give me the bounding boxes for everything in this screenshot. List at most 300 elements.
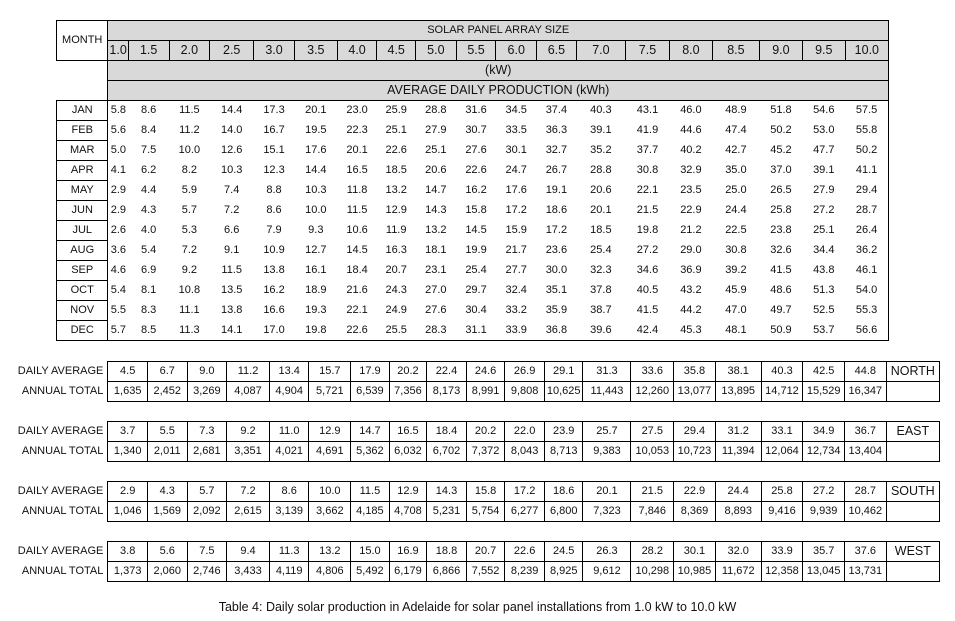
production-value: 26.5 bbox=[770, 184, 792, 196]
production-value: 25.1 bbox=[385, 124, 407, 136]
table-row bbox=[57, 121, 889, 141]
annual-total-value: 9,416 bbox=[761, 502, 803, 522]
production-value: 35.9 bbox=[545, 304, 568, 316]
daily-average-value: 37.6 bbox=[845, 542, 887, 562]
annual-total-value: 5,492 bbox=[351, 562, 390, 582]
production-value: 40.3 bbox=[590, 104, 612, 117]
daily-average-value: 28.7 bbox=[845, 482, 887, 502]
array-size-header: 10.0 bbox=[845, 41, 888, 61]
daily-average-label: DAILY AVERAGE bbox=[17, 485, 104, 497]
annual-total-label: ANNUAL TOTAL bbox=[21, 385, 104, 397]
month-label: OCT bbox=[57, 281, 108, 301]
daily-average-value: 24.5 bbox=[544, 542, 583, 562]
production-value: 45.2 bbox=[770, 144, 792, 156]
annual-total-value: 9,808 bbox=[505, 382, 545, 402]
production-value: 23.8 bbox=[770, 224, 792, 236]
production-value: 8.2 bbox=[181, 164, 198, 176]
production-value: 54.6 bbox=[813, 104, 835, 117]
array-size-header: 8.5 bbox=[712, 41, 759, 61]
table-row bbox=[57, 181, 889, 201]
production-value: 43.2 bbox=[680, 284, 702, 296]
production-value: 50.9 bbox=[759, 321, 802, 341]
daily-average-value: 7.3 bbox=[187, 422, 227, 442]
production-value: 47.7 bbox=[813, 144, 835, 156]
production-value: 5.7 bbox=[181, 204, 198, 216]
daily-average-row bbox=[12, 482, 940, 502]
daily-average-label: DAILY AVERAGE bbox=[17, 425, 104, 437]
production-value: 19.8 bbox=[636, 224, 659, 236]
daily-average-label: DAILY AVERAGE bbox=[17, 545, 104, 557]
production-value: 5.7 bbox=[108, 321, 128, 341]
production-value: 17.6 bbox=[505, 184, 527, 196]
annual-total-value: 7,552 bbox=[466, 562, 505, 582]
production-value: 10.3 bbox=[220, 164, 243, 176]
annual-total-label: ANNUAL TOTAL bbox=[21, 445, 104, 457]
production-value: 27.2 bbox=[813, 204, 835, 216]
production-value: 39.1 bbox=[590, 124, 612, 136]
daily-average-value: 29.1 bbox=[544, 362, 583, 382]
production-value: 18.5 bbox=[590, 224, 612, 236]
daily-average-value: 17.2 bbox=[505, 482, 545, 502]
daily-average-value: 25.8 bbox=[761, 482, 803, 502]
annual-total-value: 3,351 bbox=[227, 442, 270, 462]
production-value: 43.8 bbox=[813, 264, 835, 276]
production-value: 14.5 bbox=[346, 244, 368, 256]
annual-total-value: 11,394 bbox=[715, 442, 761, 462]
annual-total-value: 10,298 bbox=[631, 562, 674, 582]
annual-total-value: 16,347 bbox=[845, 382, 887, 402]
production-value: 27.9 bbox=[813, 184, 835, 196]
orientation-blank bbox=[886, 442, 939, 462]
production-value: 9.3 bbox=[308, 224, 324, 236]
production-value: 12.7 bbox=[305, 244, 327, 256]
annual-total-value: 3,662 bbox=[309, 502, 351, 522]
daily-average-value: 5.7 bbox=[187, 482, 227, 502]
production-value: 38.7 bbox=[590, 304, 612, 316]
annual-total-value: 8,043 bbox=[505, 442, 545, 462]
production-value: 12.6 bbox=[220, 144, 243, 156]
month-label: JUN bbox=[57, 201, 108, 221]
production-value: 9.1 bbox=[224, 244, 240, 256]
annual-total-value: 4,119 bbox=[269, 562, 309, 582]
production-value: 53.0 bbox=[813, 124, 835, 136]
daily-average-value: 3.8 bbox=[108, 542, 148, 562]
annual-total-value: 7,372 bbox=[466, 442, 505, 462]
production-value: 11.5 bbox=[221, 264, 242, 276]
production-value: 48.9 bbox=[725, 104, 747, 117]
daily-average-value: 13.4 bbox=[269, 362, 309, 382]
production-value: 27.0 bbox=[425, 284, 447, 296]
array-size-header: 5.0 bbox=[415, 41, 456, 61]
array-size-header: 4.5 bbox=[377, 41, 416, 61]
production-value: 16.2 bbox=[263, 284, 285, 296]
production-value: 35.1 bbox=[545, 284, 568, 296]
daily-average-value: 18.6 bbox=[544, 482, 583, 502]
production-value: 33.5 bbox=[505, 124, 527, 136]
annual-total-value: 5,721 bbox=[309, 382, 351, 402]
production-value: 7.5 bbox=[141, 144, 157, 156]
production-value: 14.4 bbox=[220, 104, 243, 117]
production-value: 11.5 bbox=[346, 204, 368, 216]
production-value: 23.1 bbox=[425, 264, 447, 276]
production-value: 18.1 bbox=[425, 244, 447, 256]
annual-total-value: 6,032 bbox=[389, 442, 427, 462]
production-value: 22.6 bbox=[465, 164, 487, 176]
production-value: 57.5 bbox=[845, 101, 888, 121]
annual-total-value: 8,369 bbox=[674, 502, 716, 522]
orientation-label: SOUTH bbox=[886, 482, 939, 502]
daily-average-value: 14.3 bbox=[427, 482, 467, 502]
production-value: 21.2 bbox=[680, 224, 702, 236]
production-value: 16.1 bbox=[305, 264, 327, 276]
annual-total-value: 8,893 bbox=[715, 502, 761, 522]
annual-total-value: 10,462 bbox=[845, 502, 887, 522]
production-value: 51.3 bbox=[813, 284, 835, 296]
production-value: 20.1 bbox=[305, 104, 327, 117]
annual-total-value: 2,011 bbox=[147, 442, 187, 462]
annual-total-value: 12,260 bbox=[631, 382, 674, 402]
production-value: 20.1 bbox=[590, 204, 612, 216]
daily-average-value: 15.0 bbox=[351, 542, 390, 562]
daily-average-value: 38.1 bbox=[715, 362, 761, 382]
orientation-blank bbox=[886, 502, 939, 522]
production-value: 11.9 bbox=[385, 224, 407, 236]
production-value: 23.6 bbox=[545, 244, 568, 256]
annual-total-value: 7,846 bbox=[631, 502, 674, 522]
production-value: 36.3 bbox=[545, 124, 568, 136]
month-label: APR bbox=[57, 161, 108, 181]
annual-total-value: 10,723 bbox=[674, 442, 716, 462]
table-row bbox=[57, 141, 889, 161]
production-value: 25.4 bbox=[465, 264, 487, 276]
production-value: 11.8 bbox=[346, 184, 368, 196]
production-value: 42.7 bbox=[725, 144, 747, 156]
daily-average-value: 31.3 bbox=[583, 362, 631, 382]
production-value: 16.2 bbox=[465, 184, 487, 196]
daily-average-value: 11.3 bbox=[269, 542, 309, 562]
production-value: 10.6 bbox=[346, 224, 368, 236]
production-value: 24.3 bbox=[385, 284, 407, 296]
array-size-header: 6.5 bbox=[537, 41, 577, 61]
daily-average-value: 15.7 bbox=[309, 362, 351, 382]
production-value: 6.9 bbox=[141, 264, 157, 276]
production-value: 9.2 bbox=[181, 264, 198, 276]
production-value: 17.6 bbox=[305, 144, 327, 156]
production-value: 49.7 bbox=[770, 304, 792, 316]
annual-total-value: 2,615 bbox=[227, 502, 270, 522]
daily-average-value: 23.9 bbox=[544, 422, 583, 442]
annual-total-value: 8,925 bbox=[544, 562, 583, 582]
daily-average-value: 17.9 bbox=[351, 362, 390, 382]
production-value: 40.2 bbox=[680, 144, 702, 156]
production-value: 22.9 bbox=[680, 204, 702, 216]
daily-average-value: 6.7 bbox=[147, 362, 187, 382]
annual-total-value: 5,362 bbox=[351, 442, 390, 462]
production-value: 34.4 bbox=[813, 244, 835, 256]
production-value: 4.1 bbox=[110, 164, 127, 176]
production-value: 14.3 bbox=[425, 204, 447, 216]
daily-average-row bbox=[12, 422, 940, 442]
production-value: 37.0 bbox=[770, 164, 792, 176]
production-value: 19.9 bbox=[465, 244, 487, 256]
production-value: 41.5 bbox=[636, 304, 659, 316]
array-size-header: 2.0 bbox=[169, 41, 210, 61]
annual-total-value: 1,046 bbox=[108, 502, 148, 522]
annual-total-value: 13,077 bbox=[674, 382, 716, 402]
production-value: 4.3 bbox=[141, 204, 157, 216]
production-value: 30.8 bbox=[725, 244, 747, 256]
production-value: 29.4 bbox=[845, 181, 888, 201]
annual-total-value: 7,356 bbox=[389, 382, 427, 402]
production-value: 36.2 bbox=[845, 241, 888, 261]
production-value: 10.9 bbox=[263, 244, 285, 256]
annual-total-value: 4,185 bbox=[351, 502, 390, 522]
production-value: 48.6 bbox=[770, 284, 792, 296]
annual-total-value: 8,991 bbox=[466, 382, 505, 402]
production-value: 4.4 bbox=[141, 184, 157, 196]
annual-total-value: 2,746 bbox=[187, 562, 227, 582]
north-summary-table bbox=[12, 361, 940, 402]
daily-average-value: 13.2 bbox=[309, 542, 351, 562]
daily-average-value: 4.5 bbox=[108, 362, 148, 382]
daily-average-value: 15.8 bbox=[466, 482, 505, 502]
production-value: 37.8 bbox=[590, 284, 612, 296]
production-value: 23.0 bbox=[346, 104, 368, 117]
daily-average-value: 5.6 bbox=[147, 542, 187, 562]
annual-total-value: 12,734 bbox=[803, 442, 845, 462]
daily-average-value: 33.6 bbox=[631, 362, 674, 382]
month-label: JUL bbox=[57, 221, 108, 241]
orientation-label: EAST bbox=[886, 422, 939, 442]
production-value: 21.6 bbox=[346, 284, 368, 296]
production-value: 45.9 bbox=[725, 284, 747, 296]
annual-total-value: 5,754 bbox=[466, 502, 505, 522]
production-value: 32.7 bbox=[545, 144, 568, 156]
unit-label: (kW) bbox=[108, 61, 889, 81]
production-value: 11.2 bbox=[179, 124, 200, 136]
production-value: 28.8 bbox=[425, 104, 447, 117]
annual-total-value: 12,064 bbox=[761, 442, 803, 462]
production-value: 5.9 bbox=[181, 184, 198, 196]
production-value: 25.4 bbox=[590, 244, 612, 256]
production-value: 39.1 bbox=[813, 164, 835, 176]
production-value: 33.9 bbox=[496, 321, 537, 341]
annual-total-value: 14,712 bbox=[761, 382, 803, 402]
blank-cell bbox=[57, 61, 108, 81]
production-value: 7.9 bbox=[266, 224, 282, 236]
production-value: 30.1 bbox=[505, 144, 527, 156]
production-value: 54.0 bbox=[845, 281, 888, 301]
production-value: 48.1 bbox=[712, 321, 759, 341]
production-value: 25.8 bbox=[770, 204, 792, 216]
array-size-header: 9.5 bbox=[802, 41, 845, 61]
daily-average-value: 28.2 bbox=[631, 542, 674, 562]
daily-average-value: 22.4 bbox=[427, 362, 467, 382]
production-value: 6.6 bbox=[224, 224, 240, 236]
production-value: 23.5 bbox=[680, 184, 702, 196]
annual-total-value: 10,985 bbox=[674, 562, 716, 582]
production-value: 17.2 bbox=[545, 224, 568, 236]
production-value: 28.8 bbox=[590, 164, 612, 176]
production-value: 30.4 bbox=[465, 304, 487, 316]
production-value: 5.0 bbox=[110, 144, 127, 156]
production-value: 36.9 bbox=[680, 264, 702, 276]
production-value: 50.2 bbox=[845, 141, 888, 161]
daily-average-value: 16.5 bbox=[389, 422, 427, 442]
production-value: 17.0 bbox=[254, 321, 295, 341]
production-value: 18.9 bbox=[305, 284, 327, 296]
production-value: 8.6 bbox=[141, 104, 157, 117]
production-value: 24.4 bbox=[725, 204, 747, 216]
daily-average-value: 26.3 bbox=[583, 542, 631, 562]
production-value: 51.8 bbox=[770, 104, 792, 117]
production-value: 5.3 bbox=[181, 224, 198, 236]
annual-total-value: 5,231 bbox=[427, 502, 467, 522]
table-row bbox=[57, 201, 889, 221]
daily-average-value: 20.1 bbox=[583, 482, 631, 502]
production-value: 25.1 bbox=[425, 144, 447, 156]
annual-total-value: 13,731 bbox=[845, 562, 887, 582]
annual-total-value: 4,691 bbox=[309, 442, 351, 462]
annual-total-value: 4,021 bbox=[269, 442, 309, 462]
production-value: 30.7 bbox=[465, 124, 487, 136]
month-label: MAY bbox=[57, 181, 108, 201]
production-value: 7.2 bbox=[224, 204, 240, 216]
daily-average-value: 27.2 bbox=[803, 482, 845, 502]
table-row bbox=[57, 221, 889, 241]
production-value: 43.1 bbox=[636, 104, 659, 117]
production-value: 2.6 bbox=[110, 224, 127, 236]
annual-total-value: 6,800 bbox=[544, 502, 583, 522]
annual-total-row bbox=[12, 562, 940, 582]
production-value: 22.3 bbox=[346, 124, 368, 136]
production-value: 46.1 bbox=[845, 261, 888, 281]
month-label: MAR bbox=[57, 141, 108, 161]
array-size-header: 8.0 bbox=[669, 41, 712, 61]
production-value: 19.3 bbox=[305, 304, 327, 316]
production-value: 14.5 bbox=[465, 224, 487, 236]
table-row bbox=[57, 281, 889, 301]
production-value: 13.8 bbox=[220, 304, 243, 316]
west-summary-table bbox=[12, 541, 940, 582]
production-value: 27.6 bbox=[425, 304, 447, 316]
daily-average-value: 20.7 bbox=[466, 542, 505, 562]
daily-average-value: 33.9 bbox=[761, 542, 803, 562]
production-value: 18.6 bbox=[545, 204, 568, 216]
daily-average-value: 35.7 bbox=[803, 542, 845, 562]
production-value: 52.5 bbox=[813, 304, 835, 316]
annual-total-value: 6,179 bbox=[389, 562, 427, 582]
daily-average-value: 7.2 bbox=[227, 482, 270, 502]
production-value: 56.6 bbox=[845, 321, 888, 341]
production-value: 5.4 bbox=[110, 284, 127, 296]
production-value: 34.6 bbox=[636, 264, 659, 276]
production-value: 8.5 bbox=[128, 321, 169, 341]
month-label: DEC bbox=[57, 321, 108, 341]
array-size-header: 4.0 bbox=[337, 41, 377, 61]
annual-total-value: 3,269 bbox=[187, 382, 227, 402]
array-size-header: 2.5 bbox=[210, 41, 254, 61]
production-value: 34.5 bbox=[505, 104, 527, 117]
production-value: 18.4 bbox=[346, 264, 368, 276]
production-value: 35.2 bbox=[590, 144, 612, 156]
production-value: 30.0 bbox=[545, 264, 568, 276]
annual-total-value: 9,612 bbox=[583, 562, 631, 582]
month-label: NOV bbox=[57, 301, 108, 321]
array-size-header: 3.0 bbox=[254, 41, 295, 61]
production-value: 42.4 bbox=[626, 321, 670, 341]
table-row bbox=[57, 241, 889, 261]
production-value: 39.6 bbox=[576, 321, 625, 341]
annual-total-value: 6,539 bbox=[351, 382, 390, 402]
daily-average-value: 25.7 bbox=[583, 422, 631, 442]
daily-average-value: 20.2 bbox=[466, 422, 505, 442]
table-row bbox=[57, 261, 889, 281]
annual-total-value: 6,702 bbox=[427, 442, 467, 462]
annual-total-value: 12,358 bbox=[761, 562, 803, 582]
production-value: 37.7 bbox=[636, 144, 659, 156]
production-value: 5.4 bbox=[141, 244, 157, 256]
daily-average-value: 36.7 bbox=[845, 422, 887, 442]
production-value: 10.8 bbox=[178, 284, 201, 296]
east-summary-table bbox=[12, 421, 940, 462]
production-value: 21.5 bbox=[636, 204, 659, 216]
production-value: 24.7 bbox=[505, 164, 527, 176]
production-value: 30.8 bbox=[636, 164, 659, 176]
daily-average-value: 18.8 bbox=[427, 542, 467, 562]
production-value: 19.1 bbox=[545, 184, 568, 196]
daily-average-value: 32.0 bbox=[715, 542, 761, 562]
production-value: 11.3 bbox=[169, 321, 210, 341]
production-value: 29.7 bbox=[465, 284, 487, 296]
production-value: 36.8 bbox=[537, 321, 577, 341]
daily-average-value: 26.9 bbox=[505, 362, 545, 382]
production-value: 28.7 bbox=[845, 201, 888, 221]
production-value: 22.6 bbox=[337, 321, 377, 341]
daily-average-value: 33.1 bbox=[761, 422, 803, 442]
daily-average-value: 44.8 bbox=[845, 362, 887, 382]
daily-average-value: 22.6 bbox=[505, 542, 545, 562]
annual-total-value: 4,087 bbox=[227, 382, 270, 402]
production-value: 35.0 bbox=[725, 164, 747, 176]
annual-total-row bbox=[12, 442, 940, 462]
array-size-header: 1.5 bbox=[128, 41, 169, 61]
production-value: 15.8 bbox=[465, 204, 487, 216]
production-value: 32.4 bbox=[505, 284, 527, 296]
annual-total-value: 4,708 bbox=[389, 502, 427, 522]
production-value: 5.6 bbox=[110, 124, 127, 136]
daily-average-value: 4.3 bbox=[147, 482, 187, 502]
daily-average-value: 27.5 bbox=[631, 422, 674, 442]
annual-total-value: 3,139 bbox=[269, 502, 309, 522]
array-size-header: 9.0 bbox=[759, 41, 802, 61]
production-value: 13.2 bbox=[425, 224, 447, 236]
table-row bbox=[57, 301, 889, 321]
production-value: 27.2 bbox=[636, 244, 659, 256]
annual-total-value: 8,239 bbox=[505, 562, 545, 582]
annual-total-value: 4,904 bbox=[269, 382, 309, 402]
annual-total-value: 1,569 bbox=[147, 502, 187, 522]
production-value: 3.6 bbox=[110, 244, 127, 256]
annual-total-value: 1,635 bbox=[108, 382, 148, 402]
production-value: 26.4 bbox=[845, 221, 888, 241]
daily-average-value: 11.0 bbox=[269, 422, 309, 442]
daily-average-value: 3.7 bbox=[108, 422, 148, 442]
annual-total-value: 10,053 bbox=[631, 442, 674, 462]
production-title: AVERAGE DAILY PRODUCTION (kWh) bbox=[108, 81, 889, 101]
production-value: 18.5 bbox=[385, 164, 407, 176]
month-label: JAN bbox=[57, 101, 108, 121]
